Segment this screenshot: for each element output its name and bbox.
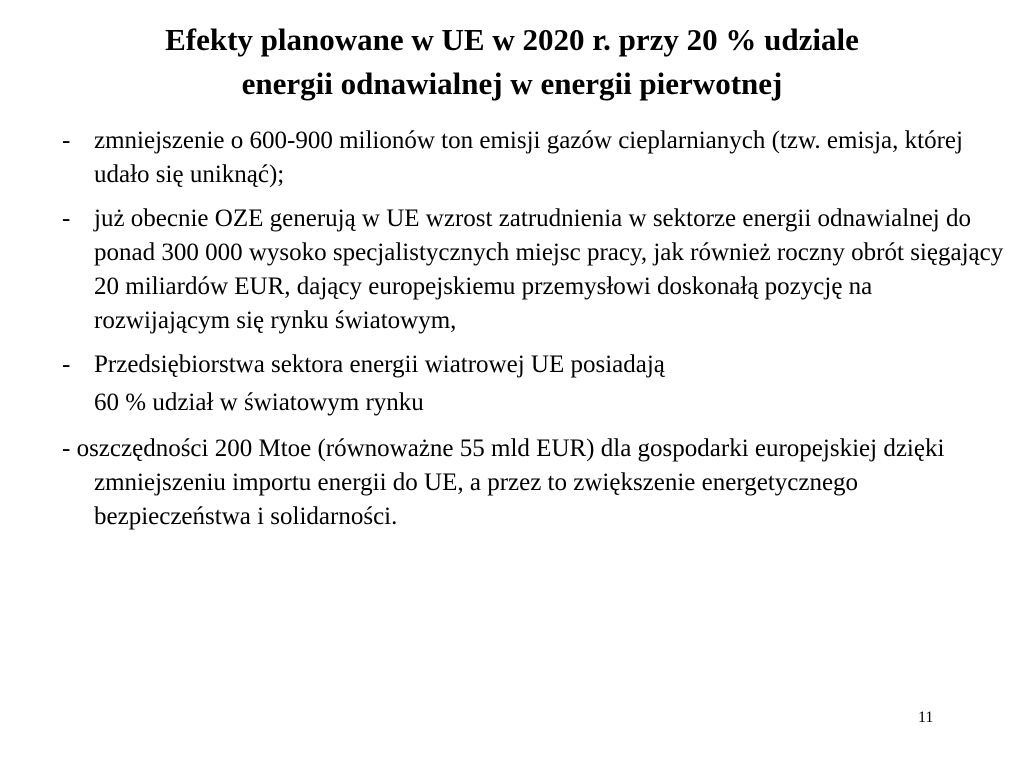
- bullet-list: [62, 124, 1012, 544]
- bullet-marker: -: [62, 127, 71, 154]
- bullet-text: 60 % udział w światowym rynku: [94, 389, 424, 416]
- slide-title: [40, 18, 984, 106]
- bullet-item-wind-energy-continuation: [62, 386, 1012, 420]
- bullet-text: zmniejszenie o 600-900 milionów ton emisji gazów cieplarnianych (tzw. emisja, której udało się uniknąć);: [94, 127, 963, 188]
- bullet-item-wind-energy: [62, 348, 1012, 382]
- bullet-text: Przedsiębiorstwa sektora energii wiatrowej UE posiadają: [94, 351, 665, 378]
- bullet-item-savings: [62, 432, 1012, 534]
- slide-title-line-2: energii odnawialnej w energii pierwotnej: [241, 66, 783, 101]
- bullet-text: już obecnie OZE generują w UE wzrost zatrudnienia w sektorze energii odnawialnej do ponad 300 000 wysoko specjalistycznych miejsc pracy, jak również roczny obrót sięgający 20 miliardów EUR, dający europejskiemu przemysłowi doskonałą pozycję na rozwijającym się rynku światowym,: [94, 205, 1004, 334]
- bullet-item-emissions: [62, 124, 1012, 192]
- bullet-marker: -: [62, 205, 71, 232]
- slide-title-line-1: Efekty planowane w UE w 2020 r. przy 20 % udziale: [165, 22, 859, 57]
- bullet-marker: -: [62, 351, 71, 378]
- page-number: 11: [918, 709, 934, 726]
- bullet-text: - oszczędności 200 Mtoe (równoważne 55 mld EUR) dla gospodarki europejskiej dzięki zmniejszeniu importu energii do UE, a przez to zwiększenie energetycznego bezpieczeństwa i solidarności.: [62, 435, 945, 530]
- bullet-item-employment: [62, 202, 1012, 338]
